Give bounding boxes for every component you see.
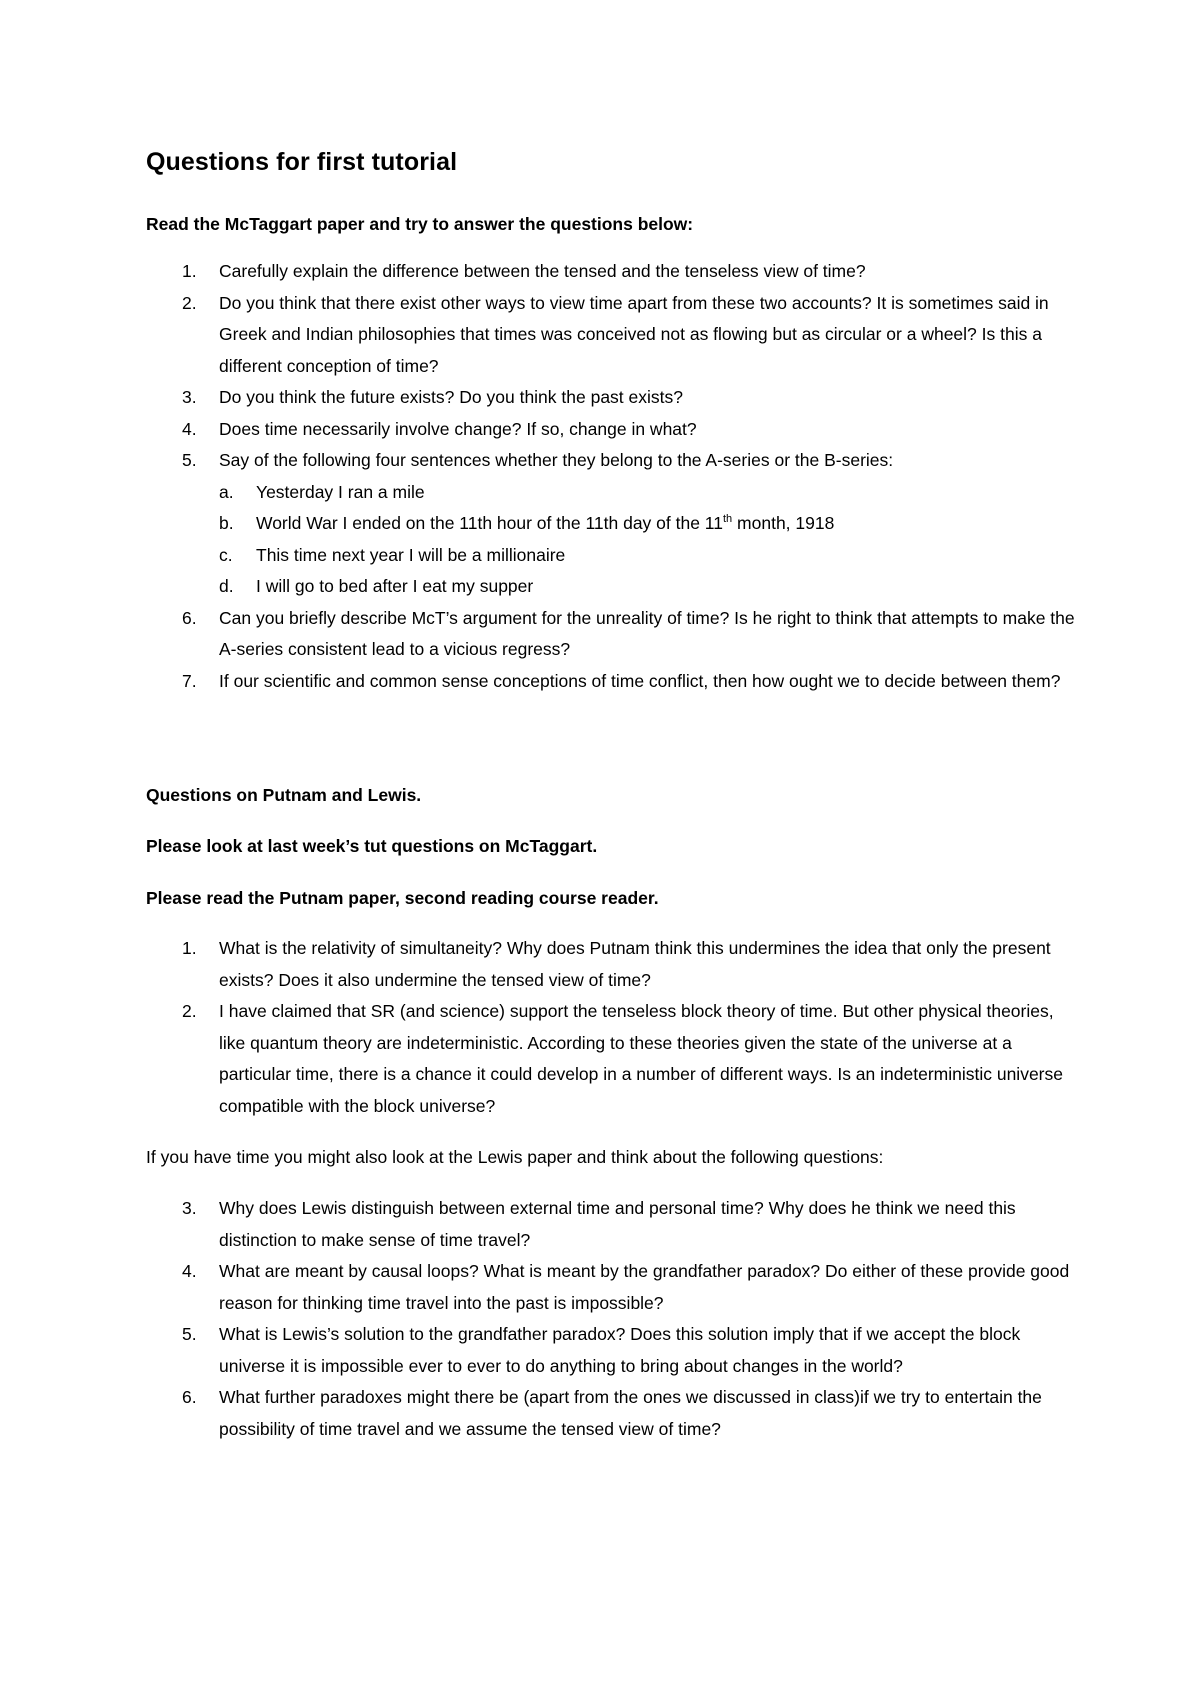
putnam-questions-list — [146, 933, 1076, 1122]
question-text: What is the relativity of simultaneity? Why does Putnam think this undermines the idea that only the present exists? Does it also undermine the tensed view of time? — [219, 938, 1051, 990]
question-text: Say of the following four sentences whether they belong to the A-series or the B-series: — [219, 450, 894, 470]
list-number: 6. — [182, 607, 197, 628]
sub-letter: a. — [219, 481, 234, 502]
question-text: If our scientific and common sense conceptions of time conflict, then how ought we to decide between them? — [219, 670, 1061, 691]
putnam-reading-note: Please read the Putnam paper, second reading course reader. — [146, 888, 659, 908]
list-number: 4. — [182, 418, 197, 439]
tutorial-title: Questions for first tutorial — [146, 148, 458, 176]
sub-letter: d. — [219, 576, 234, 596]
question-text: Can you briefly describe McT’s argument for the unreality of time? Is he right to think that attempts to make the A-series consistent lead to a vicious regress? — [219, 607, 1075, 659]
list-item — [146, 933, 1076, 996]
list-number: 3. — [182, 387, 197, 407]
list-number: 2. — [182, 1001, 197, 1021]
sub-letter: b. — [219, 513, 234, 533]
question-text: Why does Lewis distinguish between external time and personal time? Why does he think we need this distinction to make sense of time travel? — [219, 1198, 1016, 1250]
list-number: 1. — [182, 938, 197, 958]
list-item — [146, 445, 1076, 603]
list-number: 1. — [182, 261, 197, 281]
list-number: 5. — [182, 1324, 197, 1344]
sub-list-item — [219, 477, 1076, 509]
list-number: 6. — [182, 1387, 197, 1407]
question-text: What are meant by causal loops? What is meant by the grandfather paradox? Do either of these provide good reason for thinking time travel into the past is impossible? — [219, 1261, 1070, 1313]
mctaggart-questions-list — [146, 256, 1076, 697]
list-number: 3. — [182, 1198, 197, 1218]
lewis-intro: If you have time you might also look at the Lewis paper and think about the following questions: — [146, 1147, 884, 1167]
sentence-text: I will go to bed after I eat my supper — [256, 576, 534, 596]
list-item — [146, 603, 1076, 666]
list-item — [146, 996, 1076, 1122]
list-number: 4. — [182, 1261, 197, 1281]
list-number: 5. — [182, 450, 197, 470]
sentence-text: This time next year I will be a millionaire — [256, 544, 566, 565]
mctaggart-intro: Read the McTaggart paper and try to answer the questions below: — [146, 214, 694, 234]
list-number: 7. — [182, 670, 197, 691]
sentence-text: Yesterday I ran a mile — [256, 481, 425, 502]
question-text: Carefully explain the difference between the tensed and the tenseless view of time? — [219, 261, 866, 281]
question-text: Do you think that there exist other ways to view time apart from these two accounts? It is sometimes said in Greek and Indian philosophies that times was conceived not as flowing but as circular or a wheel? Is this a different conception of time? — [219, 292, 1049, 376]
question-text: Do you think the future exists? Do you think the past exists? — [219, 387, 683, 407]
question-text: What further paradoxes might there be (apart from the ones we discussed in class)if we try to entertain the possibility of time travel and we assume the tensed view of time? — [219, 1387, 1042, 1439]
list-item — [146, 288, 1076, 383]
putnam-lewis-heading: Questions on Putnam and Lewis. — [146, 785, 422, 805]
list-item — [146, 666, 1076, 698]
question-text: I have claimed that SR (and science) support the tenseless block theory of time. But other physical theories, like quantum theory are indeterministic. According to these theories given the state of the universe at a particular time, there is a chance it could develop in a number of different ways. Is an indeterministic universe compatible with the block universe? — [219, 1001, 1063, 1116]
sub-list-item — [219, 571, 1076, 603]
list-item — [146, 382, 1076, 414]
list-item — [146, 1193, 1076, 1256]
lewis-questions-list — [146, 1193, 1076, 1445]
sentence-sublist — [219, 477, 1076, 603]
list-item — [146, 256, 1076, 288]
list-item — [146, 1382, 1076, 1445]
sub-list-item — [219, 508, 1076, 540]
question-text: Does time necessarily involve change? If so, change in what? — [219, 418, 697, 439]
list-item — [146, 1256, 1076, 1319]
sentence-text: month, 1918 — [732, 513, 835, 533]
mctaggart-reminder: Please look at last week’s tut questions on McTaggart. — [146, 836, 598, 856]
list-item — [146, 1319, 1076, 1382]
sentence-text: World War I ended on the 11th hour of the 11th day of the 11 — [256, 513, 723, 533]
list-item — [146, 414, 1076, 446]
superscript-ordinal: th — [722, 513, 733, 526]
question-text: What is Lewis’s solution to the grandfather paradox? Does this solution imply that if we accept the block universe it is impossible ever to ever to do anything to bring about changes in the world? — [219, 1324, 1021, 1376]
list-number: 2. — [182, 292, 197, 313]
sub-list-item — [219, 540, 1076, 572]
sub-letter: c. — [219, 544, 233, 565]
